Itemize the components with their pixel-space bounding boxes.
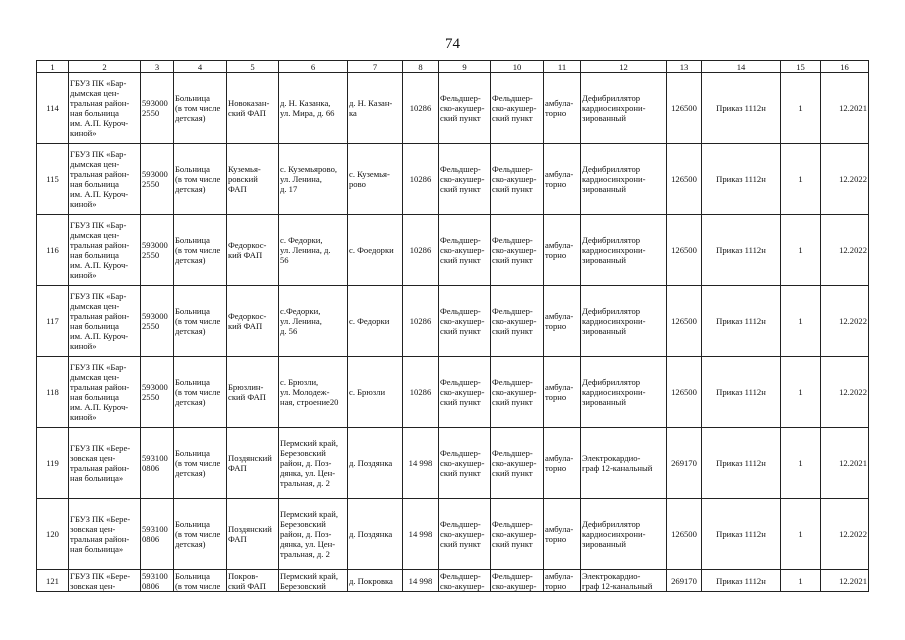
page-number: 74	[445, 36, 460, 52]
unit-subkind: Фельдшер- ско-акушер- ский пункт	[491, 144, 544, 215]
settlement-code: 10286	[403, 144, 439, 215]
column-header-2: 2	[69, 61, 141, 73]
table-row	[37, 357, 869, 428]
facility-type: Больница (в том числе детская)	[174, 499, 227, 570]
table-row	[37, 144, 869, 215]
settlement-name: с. Куземья- рово	[348, 144, 403, 215]
delivery-date: 12.2021	[821, 73, 869, 144]
order-reference: Приказ 1112н	[702, 570, 781, 592]
column-header-15: 15	[781, 61, 821, 73]
order-reference: Приказ 1112н	[702, 357, 781, 428]
unit-name: Куземья- ровский ФАП	[227, 144, 279, 215]
unit-subkind: Фельдшер- ско-акушер- ский пункт	[491, 73, 544, 144]
care-conditions: амбула- торно	[544, 428, 581, 499]
unit-address: Пермский край, Березовский	[279, 570, 348, 592]
unit-name: Новоказан- ский ФАП	[227, 73, 279, 144]
organization-name: ГБУЗ ПК «Бере- зовская цен- тральная район- ная больница»	[69, 499, 141, 570]
order-reference: Приказ 1112н	[702, 215, 781, 286]
equipment-price: 126500	[667, 357, 702, 428]
equipment-name: Дефибриллятор кардиосинхрони- зированный	[581, 73, 667, 144]
delivery-date: 12.2022	[821, 499, 869, 570]
care-conditions: амбула- торно	[544, 570, 581, 592]
row-number: 120	[37, 499, 69, 570]
order-reference: Приказ 1112н	[702, 428, 781, 499]
settlement-name: с. Федорки	[348, 286, 403, 357]
order-reference: Приказ 1112н	[702, 286, 781, 357]
unit-address: д. Н. Казанка, ул. Мира, д. 66	[279, 73, 348, 144]
facility-type: Больница (в том числе	[174, 570, 227, 592]
row-number: 117	[37, 286, 69, 357]
column-header-7: 7	[348, 61, 403, 73]
settlement-name: с. Брюзли	[348, 357, 403, 428]
column-header-9: 9	[439, 61, 491, 73]
column-header-13: 13	[667, 61, 702, 73]
unit-subkind: Фельдшер- ско-акушер- ский пункт	[491, 215, 544, 286]
settlement-code: 14 998	[403, 499, 439, 570]
unit-address: с. Федорки, ул. Ленина, д. 56	[279, 215, 348, 286]
settlement-code: 14 998	[403, 428, 439, 499]
delivery-date: 12.2022	[821, 144, 869, 215]
equipment-name: Дефибриллятор кардиосинхрони- зированный	[581, 215, 667, 286]
settlement-code: 14 998	[403, 570, 439, 592]
equipment-name: Дефибриллятор кардиосинхрони- зированный	[581, 144, 667, 215]
unit-name: Покров- ский ФАП	[227, 570, 279, 592]
facility-type: Больница (в том числе детская)	[174, 428, 227, 499]
column-header-6: 6	[279, 61, 348, 73]
row-number: 114	[37, 73, 69, 144]
organization-code: 593000 2550	[141, 357, 174, 428]
equipment-name: Электрокардио- граф 12-канальный	[581, 570, 667, 592]
unit-kind: Фельдшер- ско-акушер- ский пункт	[439, 286, 491, 357]
organization-name: ГБУЗ ПК «Бере- зовская цен- тральная район- ная больница»	[69, 428, 141, 499]
organization-code: 593000 2550	[141, 215, 174, 286]
unit-address: Пермский край, Березовский район, д. Поз- дянка, ул. Цен- тральная, д. 2	[279, 499, 348, 570]
header-row	[37, 61, 869, 73]
organization-code: 593000 2550	[141, 144, 174, 215]
table-row	[37, 428, 869, 499]
column-header-4: 4	[174, 61, 227, 73]
facility-type: Больница (в том числе детская)	[174, 73, 227, 144]
column-header-8: 8	[403, 61, 439, 73]
equipment-price: 126500	[667, 215, 702, 286]
care-conditions: амбула- торно	[544, 215, 581, 286]
organization-code: 593100 0806	[141, 499, 174, 570]
order-reference: Приказ 1112н	[702, 499, 781, 570]
unit-subkind: Фельдшер- ско-акушер- ский пункт	[491, 286, 544, 357]
row-number: 119	[37, 428, 69, 499]
organization-name: ГБУЗ ПК «Бар- дымская цен- тральная район- ная больница им. А.П. Куроч- киной»	[69, 286, 141, 357]
delivery-date: 12.2022	[821, 286, 869, 357]
organization-code: 593000 2550	[141, 73, 174, 144]
organization-code: 593100 0806	[141, 570, 174, 592]
unit-subkind: Фельдшер- ско-акушер- ский пункт	[491, 428, 544, 499]
organization-name: ГБУЗ ПК «Бар- дымская цен- тральная район- ная больница им. А.П. Куроч- киной»	[69, 144, 141, 215]
row-number: 116	[37, 215, 69, 286]
unit-kind: Фельдшер- ско-акушер- ский пункт	[439, 73, 491, 144]
unit-kind: Фельдшер- ско-акушер-	[439, 570, 491, 592]
unit-kind: Фельдшер- ско-акушер- ский пункт	[439, 499, 491, 570]
unit-subkind: Фельдшер- ско-акушер- ский пункт	[491, 357, 544, 428]
settlement-code: 10286	[403, 73, 439, 144]
equipment-name: Дефибриллятор кардиосинхрони- зированный	[581, 499, 667, 570]
unit-kind: Фельдшер- ско-акушер- ский пункт	[439, 144, 491, 215]
unit-kind: Фельдшер- ско-акушер- ский пункт	[439, 357, 491, 428]
equipment-price: 126500	[667, 144, 702, 215]
column-header-3: 3	[141, 61, 174, 73]
unit-subkind: Фельдшер- ско-акушер- ский пункт	[491, 499, 544, 570]
care-conditions: амбула- торно	[544, 73, 581, 144]
delivery-date: 12.2021	[821, 570, 869, 592]
equipment-price: 126500	[667, 73, 702, 144]
facility-type: Больница (в том числе детская)	[174, 215, 227, 286]
equipment-quantity: 1	[781, 357, 821, 428]
order-reference: Приказ 1112н	[702, 144, 781, 215]
equipment-price: 126500	[667, 499, 702, 570]
unit-address: с. Куземьярово, ул. Ленина, д. 17	[279, 144, 348, 215]
delivery-date: 12.2021	[821, 428, 869, 499]
column-header-11: 11	[544, 61, 581, 73]
organization-name: ГБУЗ ПК «Бар- дымская цен- тральная район- ная больница им. А.П. Куроч- киной»	[69, 73, 141, 144]
equipment-quantity: 1	[781, 570, 821, 592]
equipment-quantity: 1	[781, 73, 821, 144]
settlement-name: д. Поздянка	[348, 428, 403, 499]
unit-kind: Фельдшер- ско-акушер- ский пункт	[439, 428, 491, 499]
organization-code: 593000 2550	[141, 286, 174, 357]
table-row	[37, 73, 869, 144]
care-conditions: амбула- торно	[544, 144, 581, 215]
facility-type: Больница (в том числе детская)	[174, 286, 227, 357]
care-conditions: амбула- торно	[544, 499, 581, 570]
unit-address: с. Брюзли, ул. Молодеж- ная, строение20	[279, 357, 348, 428]
settlement-code: 10286	[403, 286, 439, 357]
unit-name: Федоркос- кий ФАП	[227, 215, 279, 286]
equipment-table	[36, 60, 869, 592]
settlement-name: д. Н. Казан- ка	[348, 73, 403, 144]
facility-type: Больница (в том числе детская)	[174, 357, 227, 428]
equipment-name: Электрокардио- граф 12-канальный	[581, 428, 667, 499]
column-header-16: 16	[821, 61, 869, 73]
equipment-quantity: 1	[781, 215, 821, 286]
row-number: 121	[37, 570, 69, 592]
unit-subkind: Фельдшер- ско-акушер-	[491, 570, 544, 592]
settlement-code: 10286	[403, 215, 439, 286]
organization-name: ГБУЗ ПК «Бар- дымская цен- тральная район- ная больница им. А.П. Куроч- киной»	[69, 215, 141, 286]
organization-name: ГБУЗ ПК «Бере- зовская цен-	[69, 570, 141, 592]
unit-name: Поздянский ФАП	[227, 428, 279, 499]
settlement-name: д. Покровка	[348, 570, 403, 592]
table-row	[37, 570, 869, 592]
equipment-quantity: 1	[781, 286, 821, 357]
settlement-name: с. Фоедорки	[348, 215, 403, 286]
delivery-date: 12.2022	[821, 215, 869, 286]
equipment-price: 126500	[667, 286, 702, 357]
delivery-date: 12.2022	[821, 357, 869, 428]
settlement-name: д. Поздянка	[348, 499, 403, 570]
organization-code: 593100 0806	[141, 428, 174, 499]
unit-name: Федоркос- кий ФАП	[227, 286, 279, 357]
unit-name: Поздянский ФАП	[227, 499, 279, 570]
equipment-name: Дефибриллятор кардиосинхрони- зированный	[581, 286, 667, 357]
column-header-5: 5	[227, 61, 279, 73]
table-row	[37, 215, 869, 286]
unit-address: с.Федорки, ул. Ленина, д. 56	[279, 286, 348, 357]
equipment-quantity: 1	[781, 499, 821, 570]
facility-type: Больница (в том числе детская)	[174, 144, 227, 215]
table-row	[37, 286, 869, 357]
equipment-name: Дефибриллятор кардиосинхрони- зированный	[581, 357, 667, 428]
equipment-quantity: 1	[781, 428, 821, 499]
column-header-1: 1	[37, 61, 69, 73]
table-body	[37, 73, 869, 592]
unit-kind: Фельдшер- ско-акушер- ский пункт	[439, 215, 491, 286]
care-conditions: амбула- торно	[544, 286, 581, 357]
care-conditions: амбула- торно	[544, 357, 581, 428]
equipment-price: 269170	[667, 570, 702, 592]
table-row	[37, 499, 869, 570]
column-header-14: 14	[702, 61, 781, 73]
equipment-quantity: 1	[781, 144, 821, 215]
organization-name: ГБУЗ ПК «Бар- дымская цен- тральная район- ная больница им. А.П. Куроч- киной»	[69, 357, 141, 428]
order-reference: Приказ 1112н	[702, 73, 781, 144]
row-number: 118	[37, 357, 69, 428]
column-header-12: 12	[581, 61, 667, 73]
row-number: 115	[37, 144, 69, 215]
equipment-price: 269170	[667, 428, 702, 499]
column-header-10: 10	[491, 61, 544, 73]
unit-address: Пермский край, Березовский район, д. Поз- дянка, ул. Цен- тральная, д. 2	[279, 428, 348, 499]
settlement-code: 10286	[403, 357, 439, 428]
unit-name: Брюзлин- ский ФАП	[227, 357, 279, 428]
